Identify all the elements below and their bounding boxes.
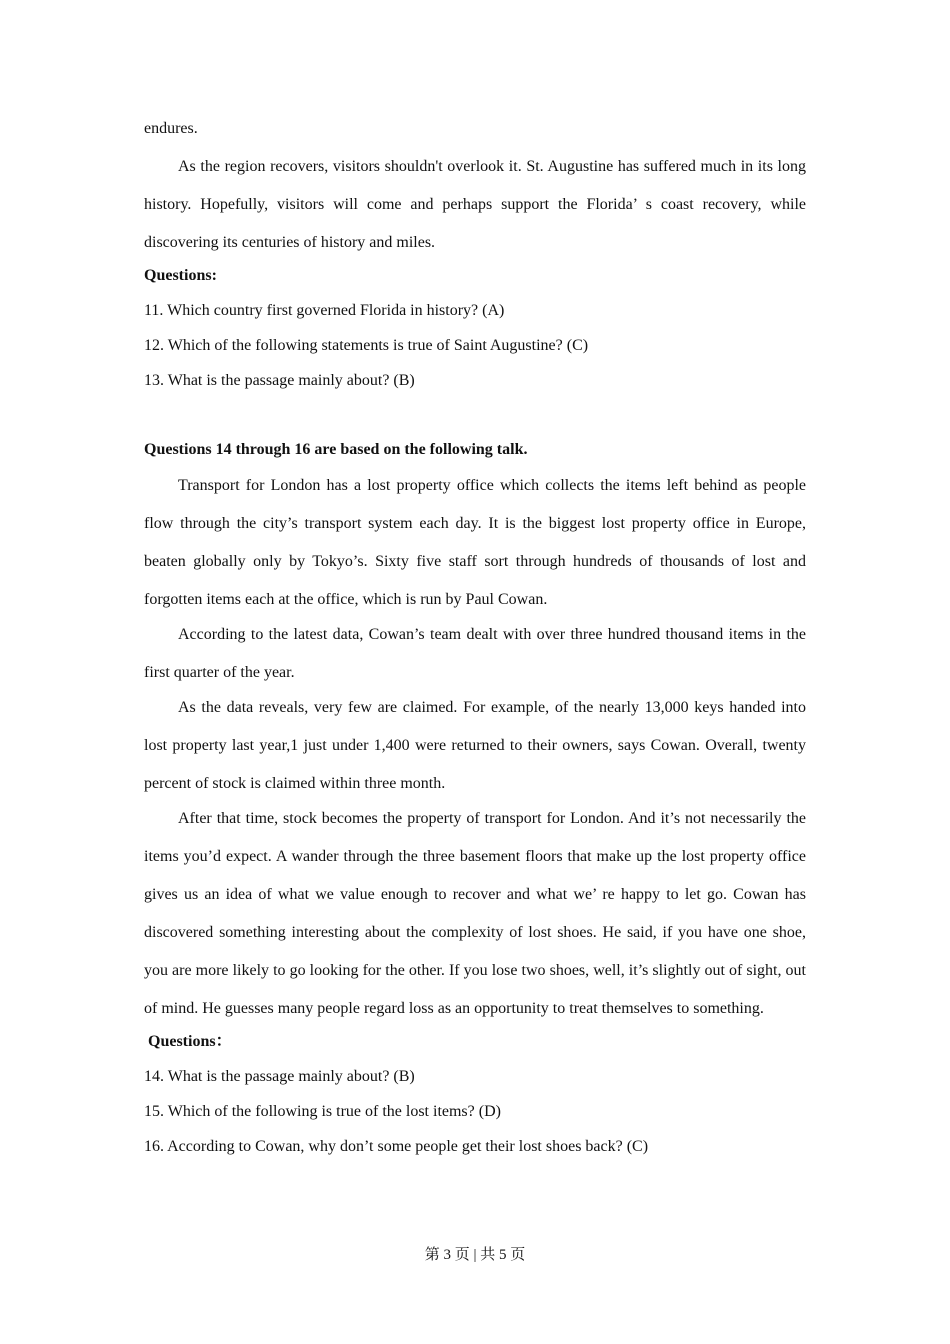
paragraph-lost-shoes: After that time, stock becomes the property of transport for London. And it’s not necessarily the items you’d expect. A wander through the three basement floors that make up the lost property office gives us an idea of what we value enough to recover and what we’ re happy to let go. Cowan has discovered something interesting about the complexity of lost shoes. He said, if you have one shoe, you are more likely to go looking for the other. If you lose two shoes, well, it’s slightly out of sight, out of mind. He guesses many people regard loss as an opportunity to treat themselves to something. [144, 810, 806, 1017]
questions-heading-2: Questions： [144, 1033, 232, 1050]
question-12: 12. Which of the following statements is true of Saint Augustine? (C) [144, 337, 589, 354]
question-11: 11. Which country first governed Florida in history? (A) [144, 302, 505, 319]
section-gap [144, 398, 806, 433]
paragraph-latest-data: According to the latest data, Cowan’s team dealt with over three hundred thousand items in the first quarter of the year. [144, 626, 806, 681]
section-heading-14-16: Questions 14 through 16 are based on the following talk. [144, 441, 528, 458]
paragraph-few-claimed: As the data reveals, very few are claimed. For example, of the nearly 13,000 keys handed into lost property last year,1 just under 1,400 were returned to their owners, says Cowan. Overall, twenty percent of stock is claimed within three month. [144, 699, 806, 792]
document-body [144, 110, 806, 1164]
paragraph-transport-london: Transport for London has a lost property office which collects the items left behind as people flow through the city’s transport system each day. It is the biggest lost property office in Europe, beaten globally only by Tokyo’s. Sixty five staff sort through hundreds of thousands of lost and forgotten items each at the office, which is run by Paul Cowan. [144, 477, 806, 608]
continuation-text: endures. [144, 120, 198, 137]
question-14: 14. What is the passage mainly about? (B) [144, 1068, 415, 1085]
question-13: 13. What is the passage mainly about? (B) [144, 372, 415, 389]
question-16: 16. According to Cowan, why don’t some people get their lost shoes back? (C) [144, 1138, 649, 1155]
question-15: 15. Which of the following is true of the lost items? (D) [144, 1103, 501, 1120]
questions-heading-1: Questions: [144, 267, 217, 284]
page-footer: 第 3 页 | 共 5 页 [424, 1247, 526, 1263]
paragraph-st-augustine: As the region recovers, visitors shouldn't overlook it. St. Augustine has suffered much in its long history. Hopefully, visitors will come and perhaps support the Florida’ s coast recovery, while discovering its centuries of history and miles. [144, 158, 806, 251]
